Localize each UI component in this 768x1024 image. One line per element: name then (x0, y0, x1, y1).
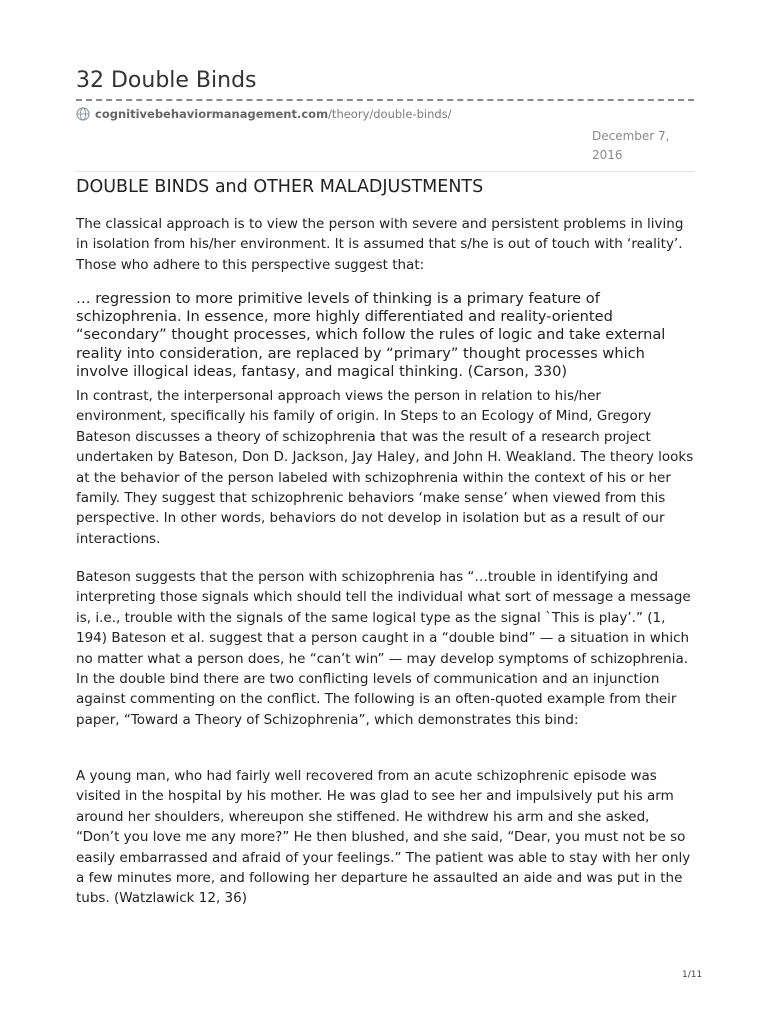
globe-icon (76, 107, 90, 121)
source-path: /theory/double-binds/ (328, 107, 452, 121)
interpersonal-paragraph: In contrast, the interpersonal approach views the person in relation to his/her environment, specifically his family of origin. In Steps to an Ecology of Mind, Gregory Bateson discusses a theory of schizophrenia that was the result of a research project undertaken by Bateson, Don D. Jackson, Jay Haley, and John H. Weakland. The theory looks at the behavior of the person labeled with schizophrenia within the context of his or her family. They suggest that schizophrenic behaviors ‘make sense’ when viewed from this perspective. In other words, behaviors do not develop in isolation but as a result of our interactions. (76, 388, 694, 547)
carson-quote: … regression to more primitive levels of thinking is a primary feature of schizophrenia. In essence, more highly differentiated and reality-oriented “secondary” thought processes, which follow the rules of logic and take external reality into consideration, are replaced by “primary” thought processes which involve illogical ideas, fantasy, and magical thinking. (Carson, 330) (76, 290, 666, 380)
publish-date (592, 127, 692, 164)
page-number: 1/11 (682, 970, 703, 980)
source-link[interactable] (76, 106, 452, 122)
title-divider (76, 99, 694, 101)
source-domain: cognitivebehaviormanagement.com (95, 107, 329, 121)
example-quote: A young man, who had fairly well recovered from an acute schizophrenic episode was visited in the hospital by his mother. He was glad to see her and impulsively put his arm around her shoulders, whereupon she stiffened. He withdrew his arm and she asked, “Don’t you love me any more?” He then blushed, and she said, “Dear, you must not be so easily embarrassed and afraid of your feelings.” The patient was able to stay with her only a few minutes more, and following her departure he assaulted an aide and was put in the tubs. (Watzlawick 12, 36) (76, 768, 691, 907)
bateson-paragraph: Bateson suggests that the person with schizophrenia has “…trouble in identifying and interpreting those signals which should tell the individual what sort of message a message is, i.e., trouble with the signals of the same logical type as the signal `This is play’.” (1, 194) Bateson et al. suggest that a person caught in a “double bind” — a situation in which no matter what a person does, he “can’t win” — may develop symptoms of schizophrenia. In the double bind there are two conflicting levels of communication and an injunction against commenting on the conflict. The following is an often-quoted example from their paper, “Toward a Theory of Schizophrenia”, which demonstrates this bind: (76, 569, 691, 728)
section-heading: DOUBLE BINDS and OTHER MALADJUSTMENTS (76, 177, 484, 197)
date-line2: 2016 (592, 147, 623, 162)
intro-paragraph: The classical approach is to view the person with severe and persistent problems in living in isolation from his/her environment. It is assumed that s/he is out of touch with ‘reality’. Those who adhere to this perspective suggest that: (76, 216, 684, 273)
date-line1: December 7, (592, 129, 670, 143)
header-divider (76, 171, 694, 172)
page-title: 32 Double Binds (76, 68, 257, 93)
